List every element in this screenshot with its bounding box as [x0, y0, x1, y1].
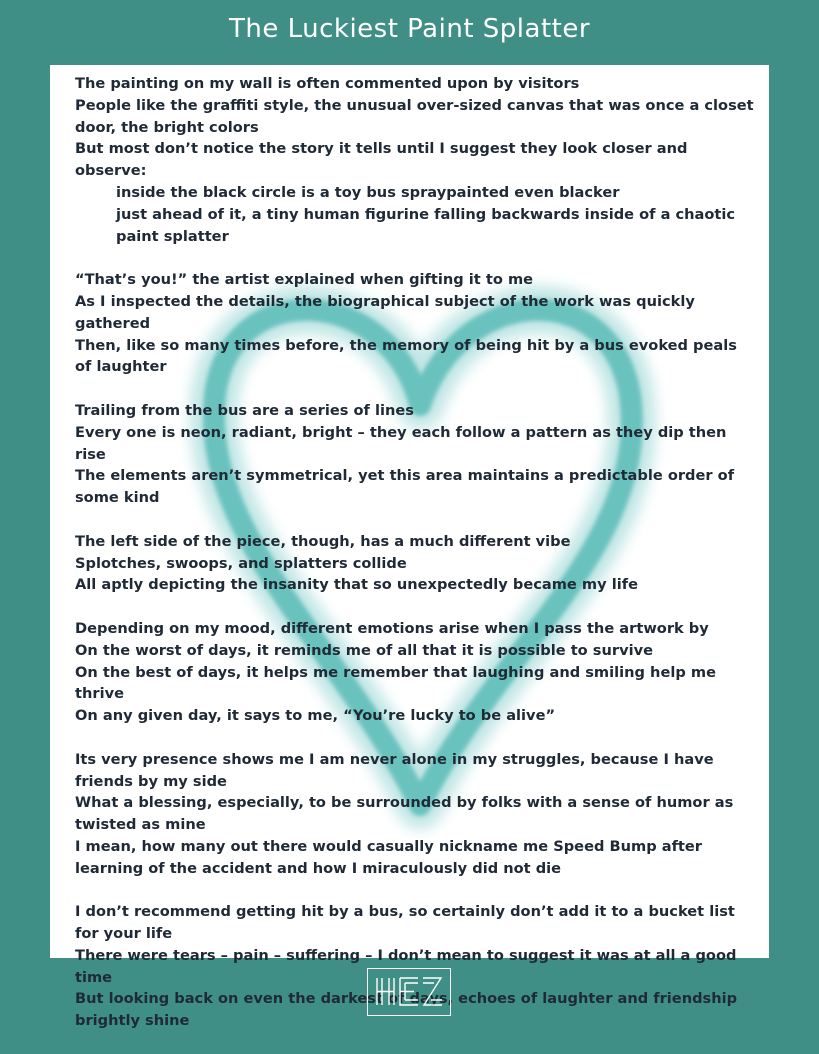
poem-line: Trailing from the bus are a series of lines	[75, 401, 414, 419]
poem-line: inside the black circle is a toy bus spraypainted even blacker	[116, 183, 620, 201]
poem-line: People like the graffiti style, the unusual over-sized canvas that was once a closet door, the bright colors	[75, 96, 754, 136]
poem-line: The elements aren’t symmetrical, yet this area maintains a predictable order of some kind	[75, 467, 735, 507]
page-title: The Luckiest Paint Splatter	[228, 14, 591, 44]
stanza-2	[75, 269, 755, 378]
hez-logo	[367, 968, 451, 1016]
poem-line: Splotches, swoops, and splatters collide	[75, 554, 407, 572]
poem-line: Its very presence shows me I am never alone in my struggles, because I have friends by my side	[75, 750, 714, 790]
poem-line: As I inspected the details, the biographical subject of the work was quickly gathered	[75, 292, 695, 332]
stanza-3	[75, 400, 755, 509]
poem-line: On the worst of days, it reminds me of all that it is possible to survive	[75, 641, 653, 659]
poem-line: There were tears – pain – suffering – I don’t mean to suggest it was at all a good time	[75, 946, 737, 986]
poem-line: Depending on my mood, different emotions arise when I pass the artwork by	[75, 619, 709, 637]
poem-line: What a blessing, especially, to be surrounded by folks with a sense of humor as twisted as mine	[75, 794, 734, 834]
poem-text	[75, 73, 755, 1054]
stanza-1	[75, 73, 755, 247]
stanza-5	[75, 618, 755, 727]
poem-line: I don’t recommend getting hit by a bus, so certainly don’t add it to a bucket list for your life	[75, 903, 735, 943]
poem-line: The left side of the piece, though, has a much different vibe	[75, 532, 571, 550]
poem-line: All aptly depicting the insanity that so unexpectedly became my life	[75, 576, 638, 594]
poem-card	[50, 65, 769, 1030]
poem-line: The painting on my wall is often commented upon by visitors	[75, 75, 580, 92]
poem-line: On the best of days, it helps me remember that laughing and smiling help me thrive	[75, 663, 716, 703]
poem-line: just ahead of it, a tiny human figurine falling backwards inside of a chaotic paint splatter	[116, 205, 736, 245]
poem-line: I mean, how many out there would casually nickname me Speed Bump after learning of the accident and how I miraculously did not die	[75, 837, 703, 877]
poem-line: On any given day, it says to me, “You’re lucky to be alive”	[75, 707, 556, 725]
poem-line: “That’s you!” the artist explained when gifting it to me	[75, 271, 534, 289]
hez-logo-icon	[368, 969, 449, 1014]
stanza-6	[75, 749, 755, 880]
stanza-4	[75, 531, 755, 596]
poem-line: Every one is neon, radiant, bright – they each follow a pattern as they dip then rise	[75, 423, 727, 463]
poem-line: But most don’t notice the story it tells until I suggest they look closer and observe:	[75, 140, 688, 180]
poem-line: Then, like so many times before, the memory of being hit by a bus evoked peals of laughter	[75, 336, 737, 376]
poem-line: But looking back on even the darkest of days, echoes of laughter and friendship brightly shine	[75, 990, 738, 1030]
